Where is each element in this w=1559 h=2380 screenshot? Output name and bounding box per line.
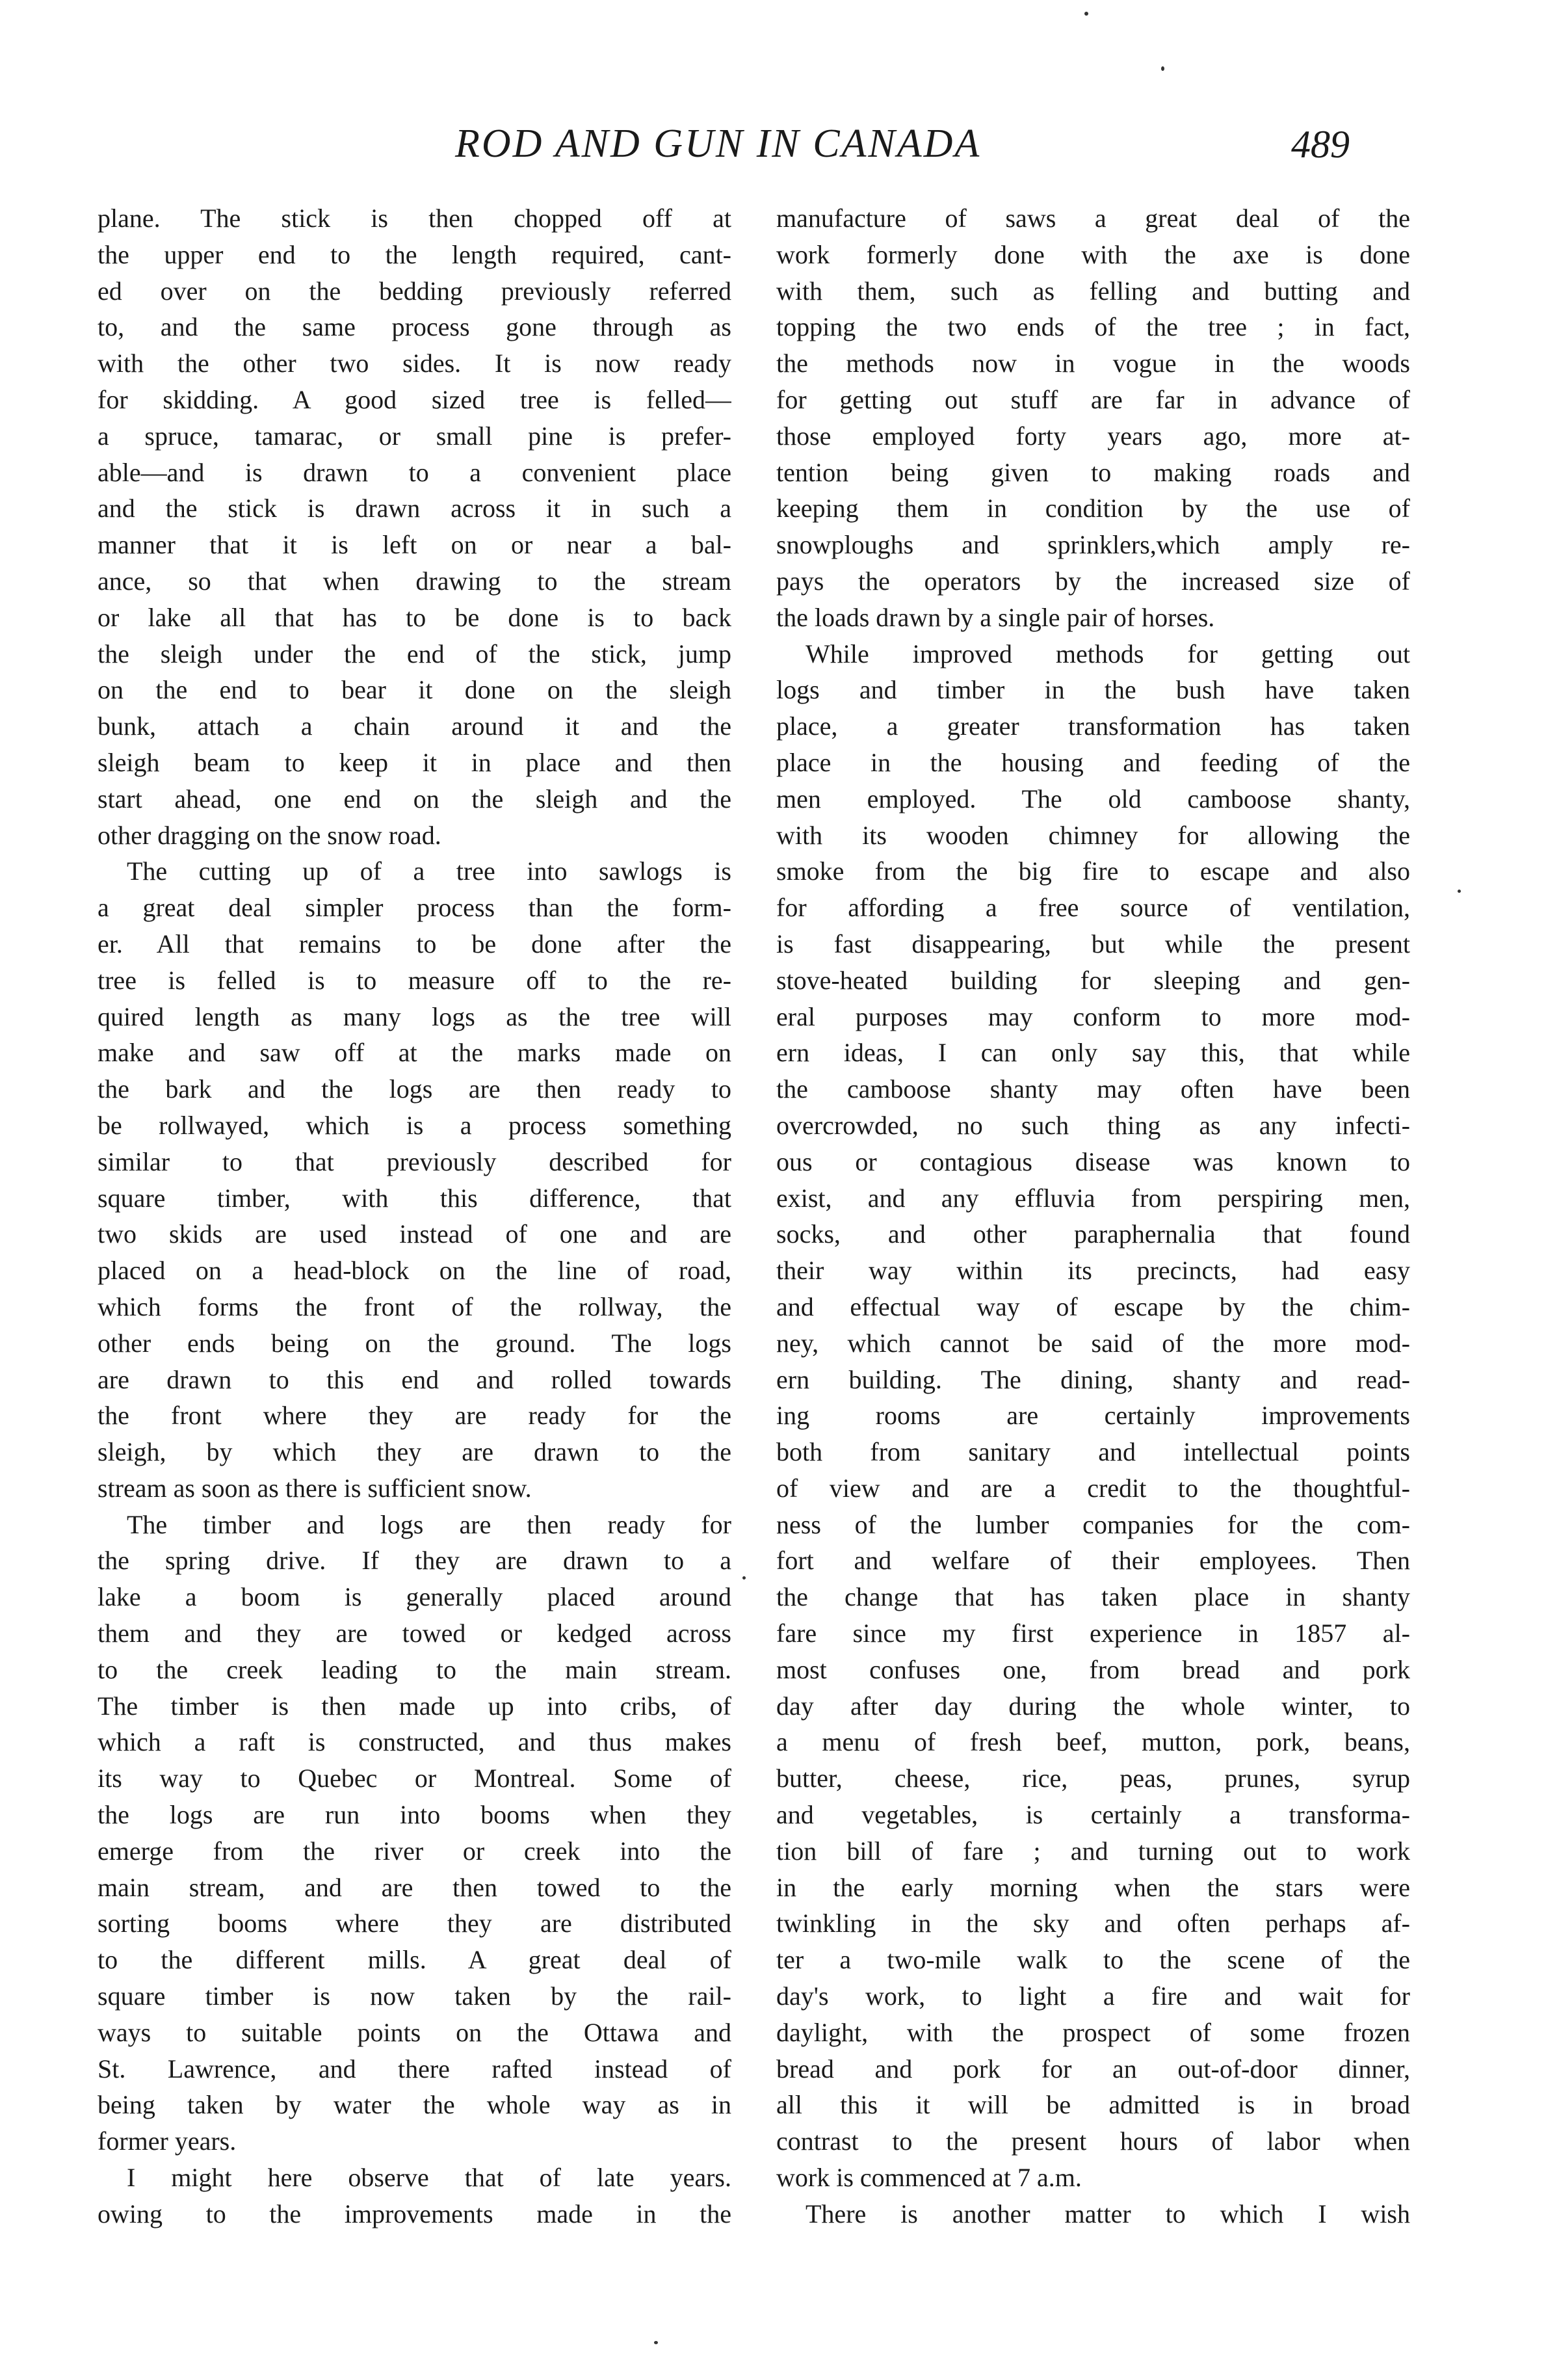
text-line: ous or contagious disease was known to (776, 1146, 1410, 1176)
text-line: topping the two ends of the tree ; in fact, (776, 312, 1410, 342)
text-line: butter, cheese, rice, peas, prunes, syrup (776, 1764, 1410, 1793)
text-line: The cutting up of a tree into sawlogs is (127, 856, 731, 886)
text-line: smoke from the big fire to escape and also (776, 856, 1410, 886)
text-line: former years. (98, 2126, 237, 2156)
text-line: with them, such as felling and butting and (776, 276, 1410, 306)
text-line: ney, which cannot be said of the more mod- (776, 1328, 1410, 1358)
text-line: the change that has taken place in shanty (776, 1582, 1410, 1612)
text-line: the loads drawn by a single pair of horses. (776, 602, 1215, 632)
text-line: other dragging on the snow road. (98, 820, 441, 850)
text-line: place, a greater transformation has taken (776, 711, 1410, 741)
print-speck (742, 1576, 746, 1580)
text-line: sleigh beam to keep it in place and then (98, 747, 731, 777)
right-column (776, 200, 1410, 2232)
text-line: be rollwayed, which is a process something (98, 1110, 731, 1140)
text-line: is fast disappearing, but while the present (776, 929, 1410, 959)
text-line: emerge from the river or creek into the (98, 1836, 731, 1866)
text-line: its way to Quebec or Montreal. Some of (98, 1764, 731, 1793)
text-line: tention being given to making roads and (776, 457, 1410, 487)
text-line: a menu of fresh beef, mutton, pork, beans, (776, 1727, 1410, 1757)
text-line: lake a boom is generally placed around (98, 1582, 731, 1612)
text-line: quired length as many logs as the tree will (98, 1001, 731, 1031)
text-line: pays the operators by the increased size of (776, 566, 1410, 596)
text-line: bread and pork for an out-of-door dinner, (776, 2054, 1410, 2083)
text-line: er. All that remains to be done after the (98, 929, 731, 959)
text-line: St. Lawrence, and there rafted instead of (98, 2054, 731, 2083)
text-line: them and they are towed or kedged across (98, 1619, 731, 1648)
print-speck (1084, 12, 1088, 16)
text-line: daylight, with the prospect of some frozen (776, 2017, 1410, 2047)
text-line: the bark and the logs are then ready to (98, 1074, 731, 1104)
text-line: a great deal simpler process than the form- (98, 893, 731, 923)
running-title: ROD AND GUN IN CANADA (455, 122, 982, 166)
text-line: day's work, to light a fire and wait for (776, 1981, 1410, 2011)
text-line: logs and timber in the bush have taken (776, 675, 1410, 705)
text-line: exist, and any effluvia from perspiring men, (776, 1183, 1410, 1213)
print-speck (1161, 66, 1164, 71)
text-line: work formerly done with the axe is done (776, 239, 1410, 269)
text-line: ern building. The dining, shanty and read- (776, 1364, 1410, 1394)
text-line: being taken by water the whole way as in (98, 2090, 731, 2120)
text-line: plane. The stick is then chopped off at (98, 204, 731, 233)
text-line: for affording a free source of ventilation, (776, 893, 1410, 923)
text-line: of view and are a credit to the thoughtful- (776, 1473, 1410, 1503)
text-line: I might here observe that of late years. (127, 2163, 731, 2193)
text-line: While improved methods for getting out (806, 639, 1410, 668)
text-line: the methods now in vogue in the woods (776, 349, 1410, 378)
text-line: on the end to bear it done on the sleigh (98, 675, 731, 705)
text-line: work is commenced at 7 a.m. (776, 2163, 1082, 2193)
text-line: The timber is then made up into cribs, of (98, 1691, 731, 1721)
text-line: with the other two sides. It is now ready (98, 349, 731, 378)
text-line: are drawn to this end and rolled towards (98, 1364, 731, 1394)
text-line: place in the housing and feeding of the (776, 747, 1410, 777)
text-line: and vegetables, is certainly a transforma- (776, 1800, 1410, 1830)
text-line: fort and welfare of their employees. Then (776, 1546, 1410, 1576)
print-speck (1458, 890, 1461, 893)
text-line: There is another matter to which I wish (806, 2199, 1410, 2228)
text-line: the upper end to the length required, cant- (98, 239, 731, 269)
text-line: day after day during the whole winter, to (776, 1691, 1410, 1721)
text-line: tion bill of fare ; and turning out to work (776, 1836, 1410, 1866)
text-line: square timber is now taken by the rail- (98, 1981, 731, 2011)
text-line: both from sanitary and intellectual points (776, 1437, 1410, 1467)
page-number: 489 (1291, 123, 1350, 166)
text-line: placed on a head-block on the line of road, (98, 1256, 731, 1286)
text-line: ing rooms are certainly improvements (776, 1401, 1410, 1431)
text-line: square timber, with this difference, that (98, 1183, 731, 1213)
text-line: main stream, and are then towed to the (98, 1872, 731, 1902)
text-line: for getting out stuff are far in advance of (776, 384, 1410, 414)
text-line: the sleigh under the end of the stick, jump (98, 639, 731, 668)
text-line: to the different mills. A great deal of (98, 1945, 731, 1975)
text-line: sorting booms where they are distributed (98, 1909, 731, 1938)
text-line: and effectual way of escape by the chim- (776, 1291, 1410, 1321)
text-line: two skids are used instead of one and are (98, 1219, 731, 1249)
text-line: ed over on the bedding previously referred (98, 276, 731, 306)
text-line: the camboose shanty may often have been (776, 1074, 1410, 1104)
text-line: or lake all that has to be done is to back (98, 602, 731, 632)
text-line: their way within its precincts, had easy (776, 1256, 1410, 1286)
text-line: the spring drive. If they are drawn to a (98, 1546, 731, 1576)
text-line: stove-heated building for sleeping and gen- (776, 965, 1410, 995)
text-line: ern ideas, I can only say this, that while (776, 1038, 1410, 1068)
text-line: manufacture of saws a great deal of the (776, 204, 1410, 233)
text-line: for skidding. A good sized tree is felled— (98, 384, 731, 414)
text-line: make and saw off at the marks made on (98, 1038, 731, 1068)
text-line: which forms the front of the rollway, the (98, 1291, 731, 1321)
text-line: fare since my first experience in 1857 al- (776, 1619, 1410, 1648)
text-line: in the early morning when the stars were (776, 1872, 1410, 1902)
text-line: ance, so that when drawing to the stream (98, 566, 731, 596)
text-line: eral purposes may conform to more mod- (776, 1001, 1410, 1031)
text-line: a spruce, tamarac, or small pine is prefer- (98, 421, 731, 451)
text-line: with its wooden chimney for allowing the (776, 820, 1410, 850)
text-line: ter a two-mile walk to the scene of the (776, 1945, 1410, 1975)
text-line: twinkling in the sky and often perhaps af- (776, 1909, 1410, 1938)
text-line: the front where they are ready for the (98, 1401, 731, 1431)
text-line: most confuses one, from bread and pork (776, 1654, 1410, 1684)
text-line: other ends being on the ground. The logs (98, 1328, 731, 1358)
text-line: similar to that previously described for (98, 1146, 731, 1176)
text-line: keeping them in condition by the use of (776, 494, 1410, 523)
text-line: snowploughs and sprinklers,which amply re- (776, 530, 1410, 560)
text-line: men employed. The old camboose shanty, (776, 784, 1410, 813)
text-line: and the stick is drawn across it in such a (98, 494, 731, 523)
text-line: owing to the improvements made in the (98, 2199, 731, 2228)
text-line: overcrowded, no such thing as any infecti- (776, 1110, 1410, 1140)
print-speck (654, 2341, 658, 2344)
text-line: stream as soon as there is sufficient snow. (98, 1473, 532, 1503)
text-line: to, and the same process gone through as (98, 312, 731, 342)
text-line: The timber and logs are then ready for (127, 1509, 731, 1539)
text-line: bunk, attach a chain around it and the (98, 711, 731, 741)
text-line: to the creek leading to the main stream. (98, 1654, 731, 1684)
text-line: socks, and other paraphernalia that found (776, 1219, 1410, 1249)
text-line: contrast to the present hours of labor when (776, 2126, 1410, 2156)
text-line: manner that it is left on or near a bal- (98, 530, 731, 560)
text-line: the logs are run into booms when they (98, 1800, 731, 1830)
text-line: which a raft is constructed, and thus makes (98, 1727, 731, 1757)
page-header (0, 121, 1559, 173)
text-line: start ahead, one end on the sleigh and the (98, 784, 731, 813)
text-line: able—and is drawn to a convenient place (98, 457, 731, 487)
text-line: those employed forty years ago, more at- (776, 421, 1410, 451)
text-line: tree is felled is to measure off to the re- (98, 965, 731, 995)
left-column (98, 200, 731, 2232)
text-line: sleigh, by which they are drawn to the (98, 1437, 731, 1467)
text-line: ness of the lumber companies for the com- (776, 1509, 1410, 1539)
text-line: ways to suitable points on the Ottawa and (98, 2017, 731, 2047)
text-line: all this it will be admitted is in broad (776, 2090, 1410, 2120)
